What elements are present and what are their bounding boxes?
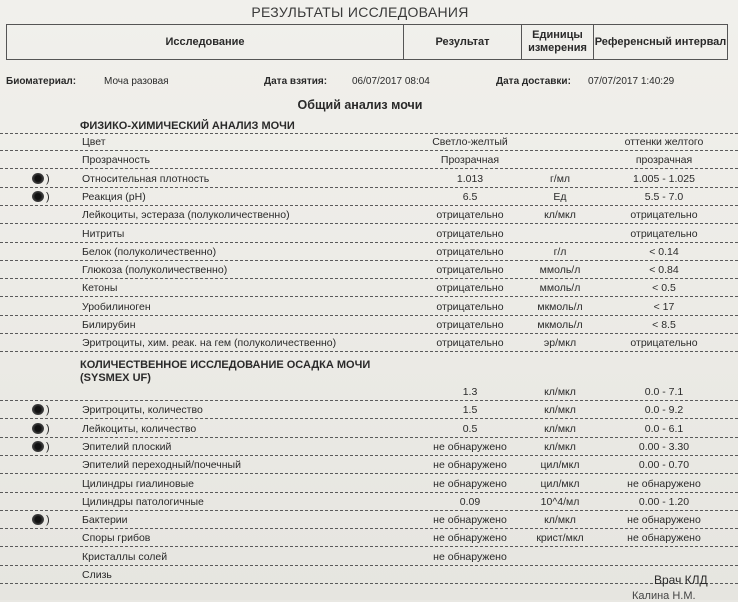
cell-name: Цвет <box>82 136 106 148</box>
cell-ref: не обнаружено <box>627 532 701 545</box>
cell-name: Билирубин <box>82 319 136 331</box>
cell-unit: Ед <box>553 190 567 203</box>
table-row <box>0 439 738 456</box>
cell-name: Эпителий переходный/почечный <box>82 459 241 472</box>
cell-name: Слизь <box>82 569 112 581</box>
table-row <box>0 512 738 529</box>
cell-name: Кетоны <box>82 282 118 295</box>
cell-result: отрицательно <box>436 319 504 331</box>
cell-result: 0.5 <box>462 422 478 435</box>
cell-ref: 0.0 - 9.2 <box>644 404 684 417</box>
cell-unit: кл/мкл <box>544 422 576 435</box>
table-row <box>0 476 738 493</box>
cell-result: не обнаружено <box>433 440 507 453</box>
cell-ref: отрицательно <box>630 227 698 240</box>
cell-unit: цил/мкл <box>540 459 580 472</box>
cell-ref: не обнаружено <box>627 477 701 490</box>
header-units: Единицы измерения <box>521 25 593 59</box>
table-header <box>6 24 728 60</box>
table-row <box>0 457 738 474</box>
table-row <box>0 299 738 316</box>
delivered-label: Дата доставки: <box>496 76 571 87</box>
cell-result: Прозрачная <box>440 154 500 167</box>
cell-ref: < 0.14 <box>649 245 679 258</box>
table-row <box>0 189 738 206</box>
cell-ref: отрицательно <box>630 337 698 350</box>
cell-ref: 0.0 - 7.1 <box>644 386 684 398</box>
cell-result: не обнаружено <box>433 459 507 472</box>
flag-paren: ) <box>46 404 50 417</box>
cell-unit: кл/мкл <box>544 386 576 398</box>
cell-result: Светло-желтый <box>432 136 508 148</box>
table-row <box>0 152 738 169</box>
flag-paren: ) <box>46 514 50 527</box>
table-row <box>0 280 738 297</box>
flag-paren: ) <box>46 190 50 203</box>
cell-result: 1.3 <box>462 386 478 398</box>
cell-result: отрицательно <box>436 282 504 295</box>
cell-unit: крист/мкл <box>536 532 584 545</box>
cell-result: не обнаружено <box>433 514 507 527</box>
cell-unit: кл/мкл <box>544 440 576 453</box>
cell-ref: < 0.84 <box>649 264 679 277</box>
cell-ref: < 8.5 <box>652 319 676 331</box>
collected-value: 06/07/2017 08:04 <box>352 76 430 87</box>
cell-result: не обнаружено <box>433 550 507 563</box>
table-row <box>0 530 738 547</box>
header-test: Исследование <box>165 35 245 48</box>
cell-result: 0.09 <box>459 495 481 508</box>
doctor-name: Калина Н.М. <box>632 590 696 602</box>
cell-ref: 0.00 - 1.20 <box>638 495 690 508</box>
cell-name: Реакция (pH) <box>82 190 146 203</box>
cell-result: 1.5 <box>462 404 478 417</box>
table-row <box>0 226 738 243</box>
cell-unit: мкмоль/л <box>537 300 583 313</box>
section-sediment-sub: (SYSMEX UF) <box>80 372 151 384</box>
cell-unit: г/мл <box>549 172 571 185</box>
table-row <box>0 244 738 261</box>
cell-unit: кл/мкл <box>544 514 576 527</box>
table-row <box>0 317 738 334</box>
table-row <box>0 421 738 438</box>
flag-marker-icon <box>32 423 44 434</box>
table-row <box>0 567 738 584</box>
cell-ref: 0.00 - 3.30 <box>638 440 690 453</box>
table-row <box>0 335 738 352</box>
cell-result: 6.5 <box>462 190 478 203</box>
section-sediment: КОЛИЧЕСТВЕННОЕ ИССЛЕДОВАНИЕ ОСАДКА МОЧИ <box>80 359 371 371</box>
cell-ref: 1.005 - 1.025 <box>633 172 695 185</box>
cell-result: отрицательно <box>436 245 504 258</box>
cell-ref: отрицательно <box>630 209 698 222</box>
table-row <box>0 549 738 566</box>
cell-ref: < 0.5 <box>652 282 676 295</box>
cell-result: 1.013 <box>456 172 484 185</box>
header-result: Результат <box>403 25 521 59</box>
flag-marker-icon <box>32 441 44 452</box>
cell-ref: оттенки желтого <box>624 136 704 148</box>
table-row <box>0 134 738 151</box>
cell-name: Споры грибов <box>82 532 151 545</box>
header-reference: Референсный интервал <box>593 25 727 59</box>
cell-ref: < 17 <box>653 300 675 313</box>
cell-name: Цилиндры гиалиновые <box>82 477 194 490</box>
cell-name: Кристаллы солей <box>82 550 168 563</box>
cell-unit: кл/мкл <box>544 404 576 417</box>
section-physchem: ФИЗИКО-ХИМИЧЕСКИЙ АНАЛИЗ МОЧИ <box>80 120 295 132</box>
flag-marker-icon <box>32 191 44 202</box>
flag-paren: ) <box>46 172 50 185</box>
cell-unit: г/л <box>553 245 567 258</box>
report-title: РЕЗУЛЬТАТЫ ИССЛЕДОВАНИЯ <box>251 4 469 20</box>
cell-name: Лейкоциты, эстераза (полуколичественно) <box>82 209 290 222</box>
cell-result: отрицательно <box>436 227 504 240</box>
cell-unit: ммоль/л <box>539 264 581 277</box>
biomaterial-value: Моча разовая <box>104 76 169 87</box>
cell-name: Уробилиноген <box>82 300 151 313</box>
flag-paren: ) <box>46 440 50 453</box>
cell-name: Эритроциты, хим. реак. на гем (полуколичественно) <box>82 337 337 350</box>
cell-unit: эр/мкл <box>543 337 577 350</box>
table-row <box>0 494 738 511</box>
cell-name: Эпителий плоский <box>82 440 172 453</box>
cell-unit: мкмоль/л <box>537 319 583 331</box>
analysis-title: Общий анализ мочи <box>297 98 423 112</box>
table-row <box>0 171 738 188</box>
cell-result: отрицательно <box>436 337 504 350</box>
cell-ref: не обнаружено <box>627 514 701 527</box>
collected-label: Дата взятия: <box>264 76 328 87</box>
cell-unit: цил/мкл <box>540 477 580 490</box>
doctor-signature: Врач КЛД <box>654 573 708 587</box>
cell-name: Эритроциты, количество <box>82 404 203 417</box>
cell-unit: ммоль/л <box>539 282 581 295</box>
cell-name: Бактерии <box>82 514 128 527</box>
biomaterial-label: Биоматериал: <box>6 76 77 87</box>
cell-result: не обнаружено <box>433 532 507 545</box>
cell-name: Прозрачность <box>82 154 151 167</box>
cell-name: Цилиндры патологичные <box>82 495 204 508</box>
cell-name: Нитриты <box>82 227 125 240</box>
table-row <box>0 402 738 419</box>
cell-result: отрицательно <box>436 264 504 277</box>
cell-ref: 0.0 - 6.1 <box>644 422 684 435</box>
cell-name: Лейкоциты, количество <box>82 422 197 435</box>
cell-ref: 0.00 - 0.70 <box>638 459 690 472</box>
flag-paren: ) <box>46 422 50 435</box>
cell-result: отрицательно <box>436 300 504 313</box>
cell-unit: кл/мкл <box>544 209 576 222</box>
table-row <box>0 207 738 224</box>
table-row <box>0 262 738 279</box>
cell-unit: 10^4/мл <box>540 495 580 508</box>
cell-result: не обнаружено <box>433 477 507 490</box>
cell-name: Белок (полуколичественно) <box>82 245 217 258</box>
cell-name: Глюкоза (полуколичественно) <box>82 264 228 277</box>
cell-result: отрицательно <box>436 209 504 222</box>
cell-ref: прозрачная <box>635 154 693 167</box>
flag-marker-icon <box>32 404 44 415</box>
cell-name: Относительная плотность <box>82 172 210 185</box>
flag-marker-icon <box>32 173 44 184</box>
delivered-value: 07/07/2017 1:40:29 <box>588 76 675 87</box>
table-row <box>0 384 738 401</box>
flag-marker-icon <box>32 514 44 525</box>
cell-ref: 5.5 - 7.0 <box>644 190 684 203</box>
